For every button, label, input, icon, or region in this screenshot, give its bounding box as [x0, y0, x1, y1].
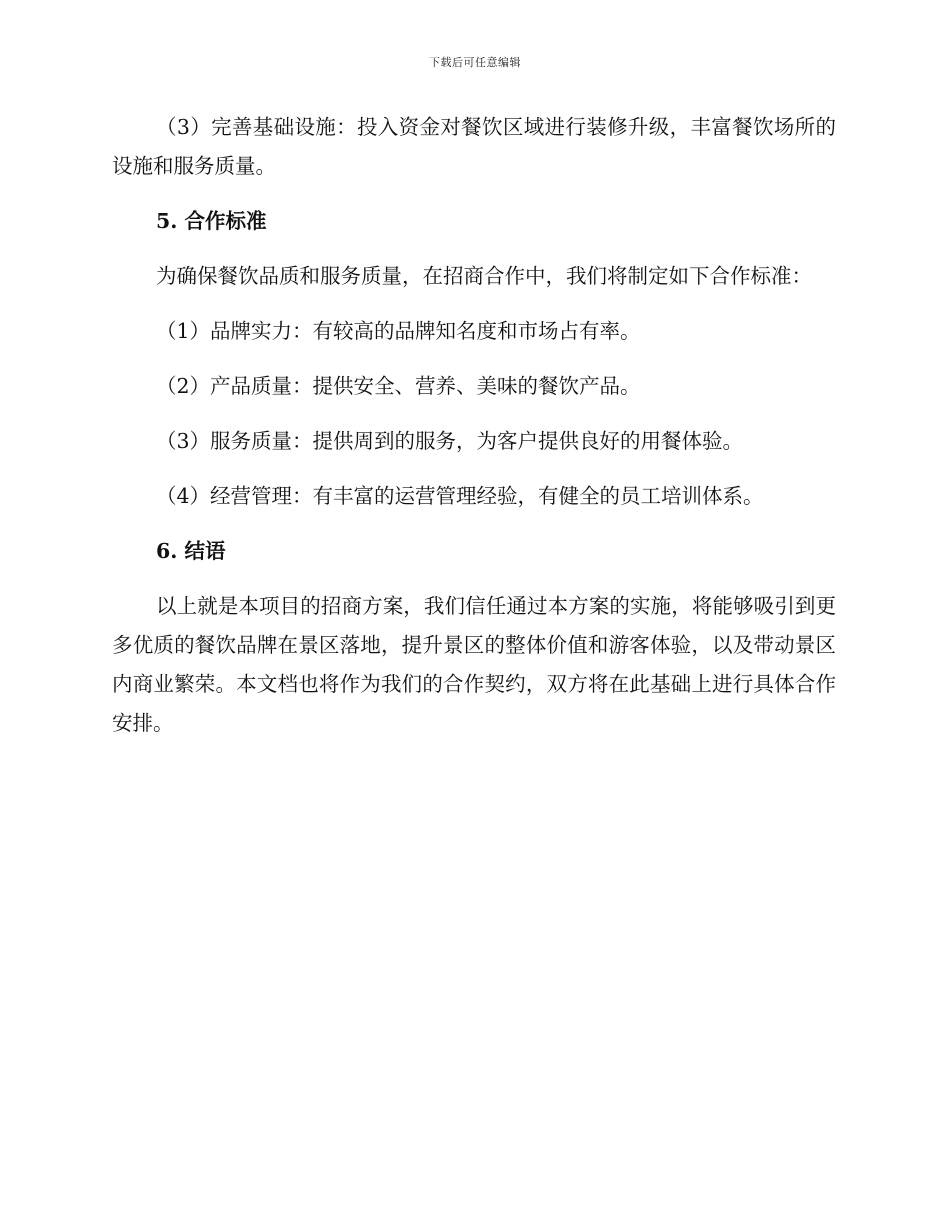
- page-header: 下载后可任意编辑: [429, 56, 521, 69]
- list-item-standard-service: （3）服务质量：提供周到的服务，为客户提供良好的用餐体验。: [156, 429, 744, 453]
- section-heading-cooperation-standards: 5. 合作标准: [156, 209, 267, 233]
- list-item-standard-product: （2）产品质量：提供安全、营养、美味的餐饮产品。: [156, 374, 641, 398]
- section-heading-conclusion: 6. 结语: [156, 539, 226, 563]
- list-item-standard-management: （4）经营管理：有丰富的运营管理经验，有健全的员工培训体系。: [156, 484, 764, 508]
- paragraph-facilities: （3）完善基础设施：投入资金对餐饮区域进行装修升级，丰富餐饮场所的设施和服务质量。: [112, 115, 836, 178]
- document-body: [112, 108, 836, 743]
- paragraph-standards-intro: 为确保餐饮品质和服务质量，在招商合作中，我们将制定如下合作标准：: [156, 264, 812, 288]
- paragraph-conclusion: 以上就是本项目的招商方案，我们信任通过本方案的实施，将能够吸引到更多优质的餐饮品牌在景区落地，提升景区的整体价值和游客体验，以及带动景区内商业繁荣。本文档也将作为我们的合作契约，双方将在此基础上进行具体合作安排。: [112, 594, 836, 735]
- list-item-standard-brand: （1）品牌实力：有较高的品牌知名度和市场占有率。: [156, 319, 641, 343]
